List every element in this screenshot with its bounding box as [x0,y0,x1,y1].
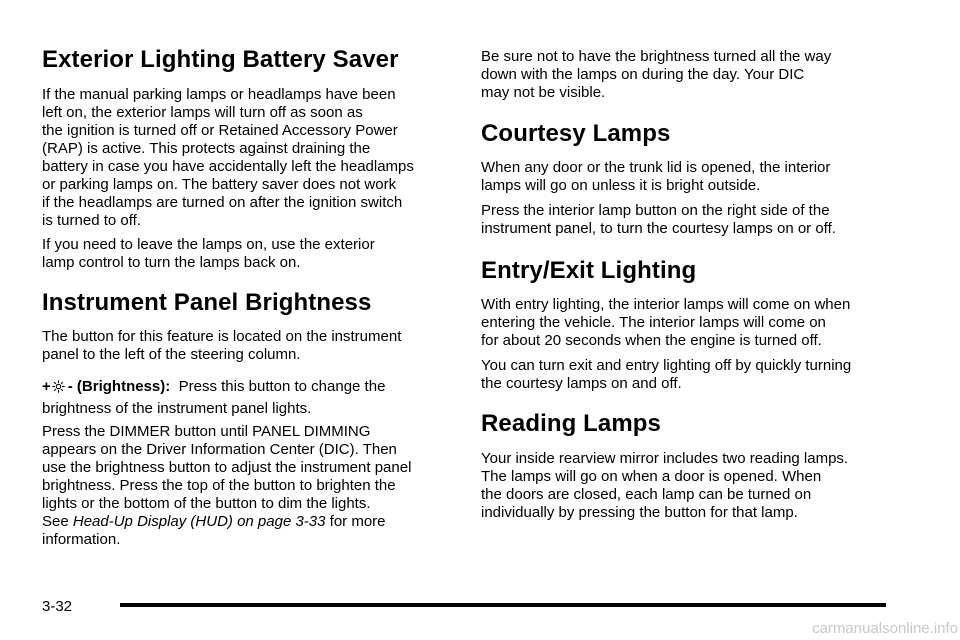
section-title-panel-brightness: Instrument Panel Brightness [42,289,372,316]
paragraph-panel-brightness-3: Press the DIMMER button until PANEL DIMMING appears on the Driver Information Center (DIC). Then use the brightness button to adjust the instrument panel brightness. Press the top of the button to brighten the lights or the bottom of the button to dim the lights. See Head-Up Display (HUD) on page 3-33 for more information. [42,423,412,548]
hud-page-reference-link[interactable]: Head-Up Display (HUD) on page 3-33 [72,513,326,530]
brightness-control-label: - (Brightness): [67,378,171,395]
paragraph-battery-saver-2: If you need to leave the lamps on, use the exterior lamp control to turn the lamps back on. [42,236,375,271]
page-number: 3-32 [42,598,73,615]
watermark-logo: carmanualsonline.info [812,620,958,637]
brightness-sun-icon [52,380,65,393]
brightness-plus-symbol: + [42,378,51,395]
paragraph-continued: Be sure not to have the brightness turned all the way down with the lamps on during the day. Your DIC may not be visible. [481,48,832,101]
paragraph-entry-exit-1: With entry lighting, the interior lamps will come on when entering the vehicle. The interior lamps will come on for about 20 seconds when the engine is turned off. [481,296,851,349]
paragraph-reading-1: Your inside rearview mirror includes two reading lamps. The lamps will go on when a door is opened. When the doors are closed, each lamp can be turned on individually by pressing the button for that lamp. [481,450,849,521]
paragraph-panel-brightness-1: The button for this feature is located on the instrument panel to the left of the steering column. [42,328,402,363]
paragraph-brightness-control: + - (Brightness): Press this button to change the brightness of the instrument panel lights. [42,378,386,417]
footer-divider [120,603,886,607]
section-title-reading-lamps: Reading Lamps [481,410,661,437]
section-title-entry-exit: Entry/Exit Lighting [481,257,697,284]
paragraph-courtesy-2: Press the interior lamp button on the right side of the instrument panel, to turn the courtesy lamps on or off. [481,202,836,237]
paragraph-courtesy-1: When any door or the trunk lid is opened, the interior lamps will go on unless it is bright outside. [481,159,831,194]
paragraph-entry-exit-2: You can turn exit and entry lighting off by quickly turning the courtesy lamps on and off. [481,357,852,392]
paragraph-battery-saver-1: If the manual parking lamps or headlamps have been left on, the exterior lamps will turn off as soon as the ignition is turned off or Retained Accessory Power (RAP) is active. This protects against draining the battery in case you have accidentally left the headlamps or parking lamps on. The battery saver does not work if the headlamps are turned on after the ignition switch is turned to off. [42,86,414,229]
section-title-courtesy-lamps: Courtesy Lamps [481,120,671,147]
section-title-battery-saver: Exterior Lighting Battery Saver [42,46,399,73]
